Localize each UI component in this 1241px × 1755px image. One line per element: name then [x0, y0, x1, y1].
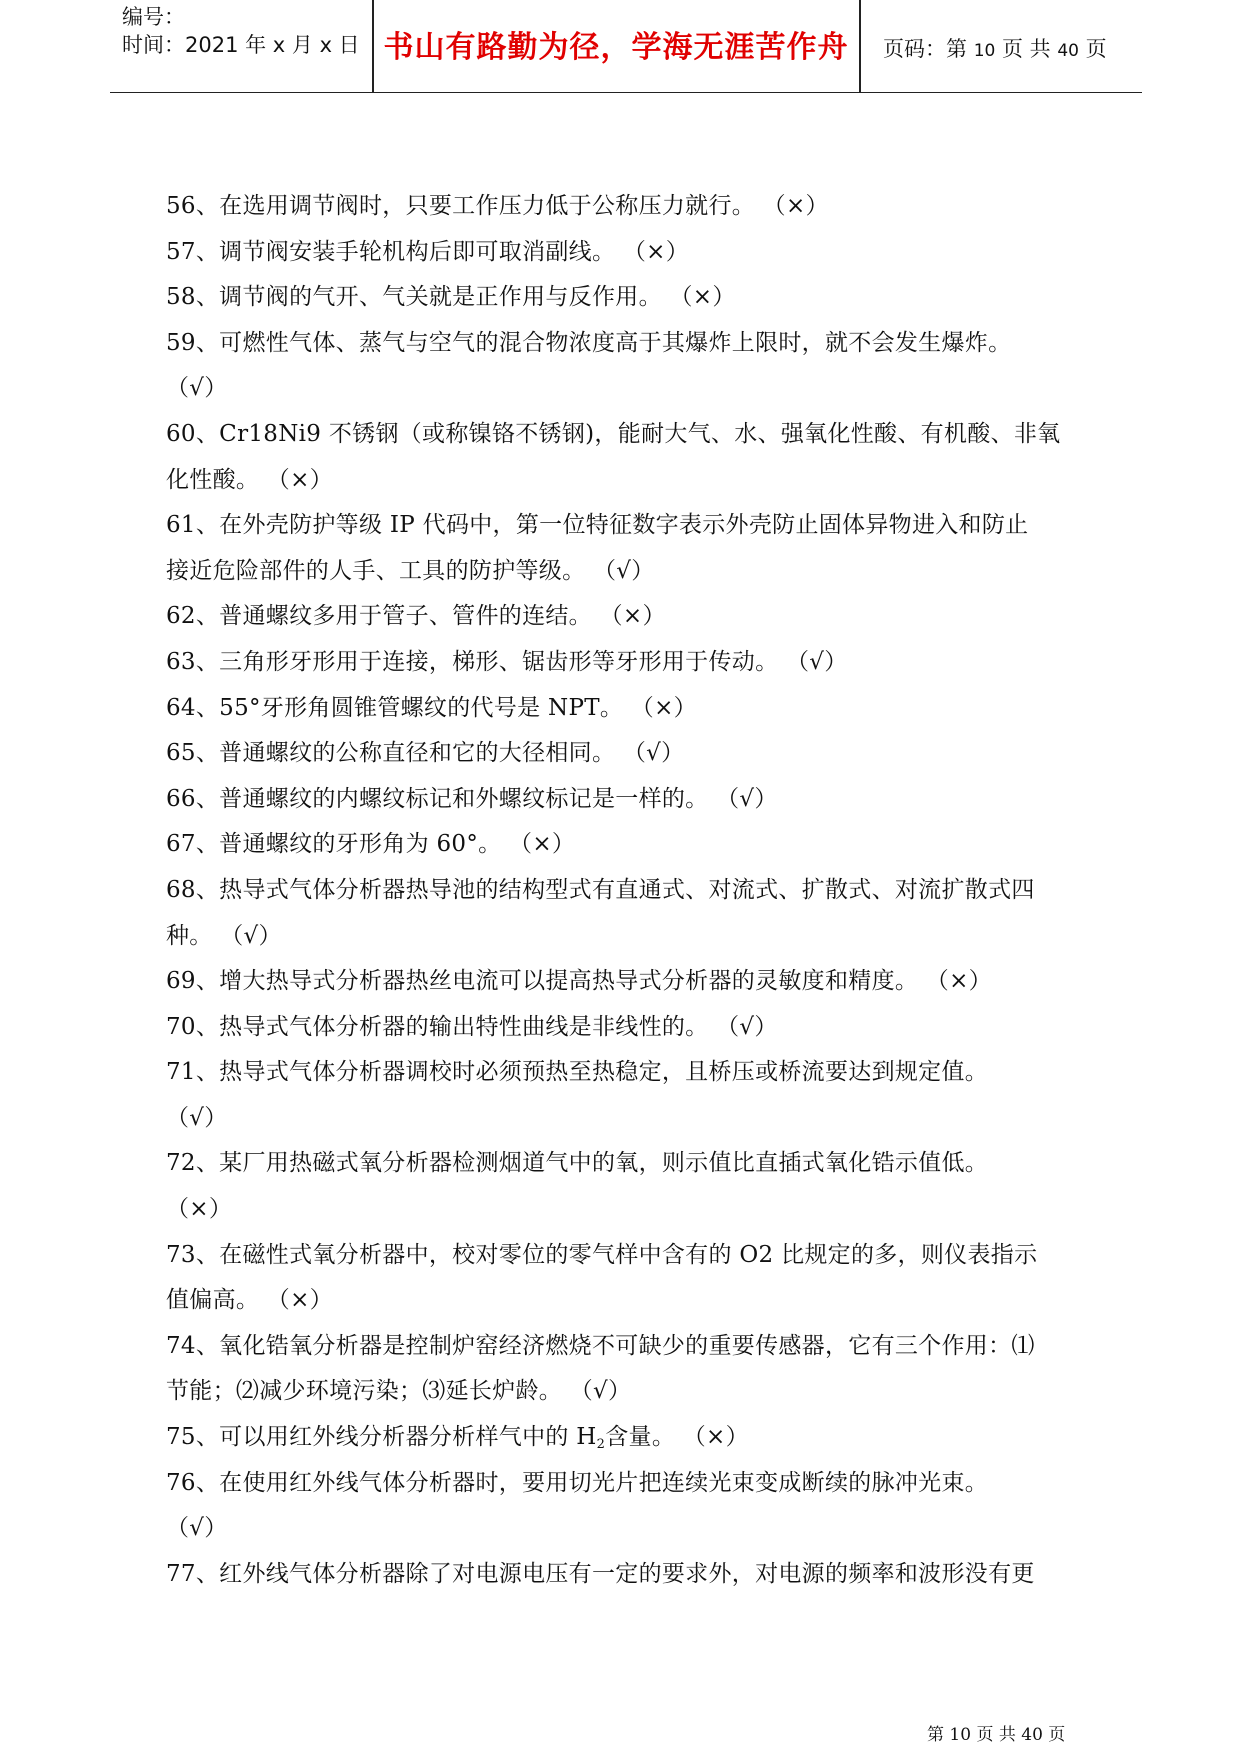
text-line: 61、在外壳防护等级 IP 代码中，第一位特征数字表示外壳防止固体异物进入和防止	[166, 512, 1029, 539]
text-line: 70、热导式气体分析器的输出特性曲线是非线性的。 （√）	[166, 1013, 778, 1040]
text-line: 67、普通螺纹的牙形角为 60°。 （×）	[166, 831, 576, 858]
text-line: 74、氧化锆氧分析器是控制炉窑经济燃烧不可缺少的重要传感器，它有三个作用：⑴	[166, 1332, 1035, 1359]
text-line: （√）	[166, 1104, 228, 1131]
text-line: 64、55°牙形角圆锥管螺纹的代号是 NPT。 （×）	[166, 694, 697, 721]
subscript: 2	[596, 1437, 606, 1453]
text-line: 72、某厂用热磁式氧分析器检测烟道气中的氧，则示值比直插式氧化锆示值低。	[166, 1150, 989, 1177]
text-line: 57、调节阀安装手轮机构后即可取消副线。 （×）	[166, 238, 690, 265]
text-line: 56、在选用调节阀时，只要工作压力低于公称压力就行。 （×）	[166, 193, 829, 219]
motto-text: 书山有路勤为径，学海无涯苦作舟	[383, 30, 849, 65]
header-motto	[373, 0, 859, 92]
text-line: 68、热导式气体分析器热导池的结构型式有直通式、对流式、扩散式、对流扩散式四	[166, 876, 1035, 903]
text-line: 化性酸。 （×）	[166, 466, 333, 493]
text-line: 75、可以用红外线分析器分析样气中的 $H_2$含量。 （×）	[166, 1424, 749, 1453]
question-list	[166, 184, 1096, 1597]
text-line: 59、可燃性气体、蒸气与空气的混合物浓度高于其爆炸上限时，就不会发生爆炸。	[166, 329, 1012, 356]
text-line: 66、普通螺纹的内螺纹标记和外螺纹标记是一样的。 （√）	[166, 785, 778, 812]
text-line: 73、在磁性式氧分析器中，校对零位的零气样中含有的 O2 比规定的多，则仪表指示	[166, 1241, 1038, 1268]
page-footer: 第 10 页 共 40 页	[927, 1725, 1066, 1745]
text-line: 71、热导式气体分析器调校时必须预热至热稳定，且桥压或桥流要达到规定值。	[166, 1059, 989, 1086]
text-line: 69、增大热导式分析器热丝电流可以提高热导式分析器的灵敏度和精度。 （×）	[166, 968, 992, 995]
serial-label: 编号：	[122, 5, 185, 29]
text-line: 63、三角形牙形用于连接，梯形、锯齿形等牙形用于传动。 （√）	[166, 648, 848, 675]
header-info	[110, 0, 372, 92]
text-line: 58、调节阀的气开、气关就是正作用与反作用。 （×）	[166, 284, 736, 311]
text-line: （√）	[166, 375, 228, 402]
text-line: 节能；⑵减少环境污染；⑶延长炉龄。 （√）	[166, 1378, 632, 1405]
text-line: 76、在使用红外线气体分析器时，要用切光片把连续光束变成断续的脉冲光束。	[166, 1469, 989, 1496]
text-line: 接近危险部件的人手、工具的防护等级。 （√）	[166, 557, 655, 584]
text-line: 62、普通螺纹多用于管子、管件的连结。 （×）	[166, 603, 666, 630]
header-page-info	[861, 0, 1142, 92]
text-line: 65、普通螺纹的公称直径和它的大径相同。 （√）	[166, 740, 685, 767]
text-line: （×）	[166, 1196, 233, 1223]
text-line: 种。 （√）	[166, 922, 282, 949]
page-header	[110, 0, 1142, 93]
text-line: 值偏高。 （×）	[166, 1287, 333, 1314]
page-number-label: 页码：第 10 页 共 40 页	[883, 37, 1107, 61]
date-label: 时间：2021 年 x 月 x 日	[122, 33, 360, 57]
text-line: （√）	[166, 1515, 228, 1542]
text-line: 77、红外线气体分析器除了对电源电压有一定的要求外，对电源的频率和波形没有更	[166, 1560, 1035, 1587]
text-line: 60、Cr18Ni9 不锈钢（或称镍铬不锈钢)，能耐大气、水、强氧化性酸、有机酸、非氧	[166, 420, 1061, 447]
